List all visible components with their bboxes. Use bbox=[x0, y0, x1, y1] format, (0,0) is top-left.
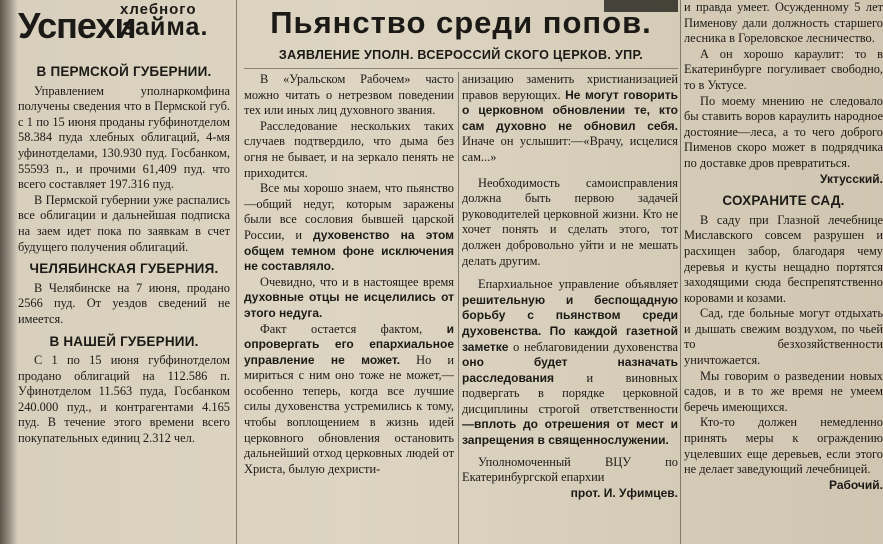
paragraph bbox=[244, 275, 454, 322]
paragraph: Мы говорим о разведении новых садов, и в то же время не умеем беречь имеющихся. bbox=[684, 368, 883, 414]
loan-headline-small1: хлебного bbox=[120, 1, 197, 18]
column-article-part2 bbox=[462, 72, 678, 501]
column-loan-news bbox=[18, 0, 230, 447]
section-title-save-garden: СОХРАНИТЕ САД. bbox=[722, 193, 845, 209]
text-run: и виновных подвергать в порядке церковной дисциплины строгой ответственности bbox=[462, 370, 678, 416]
paragraph: Уполномоченный ВЦУ по Екатеринбургской епархии bbox=[462, 454, 678, 485]
section-title-our-province: В НАШЕЙ ГУБЕРНИИ. bbox=[49, 333, 199, 349]
bold-run: духовенство на этом общем темном фоне исключения не составляло. bbox=[244, 227, 454, 274]
bold-run: —вплоть до отрешения от мест и запрещения в священнослужении. bbox=[462, 417, 678, 448]
column-article-part1 bbox=[244, 72, 454, 477]
bold-run: решительную и беспощадную борьбу с пьянством среди духовенства. По каждой газетной заметке bbox=[462, 292, 678, 354]
paragraph bbox=[462, 72, 678, 166]
article-signature: прот. И. Уфимцев. bbox=[570, 485, 678, 500]
loan-headline-big: Успехи bbox=[18, 5, 136, 46]
column-letters bbox=[684, 0, 883, 493]
paragraph: В саду при Глазной лечебнице Миславского совсем разрушен и расхищен забор, благодаря чему деревья и кусты нещадно портятся заходящими сюда беспрепятственно коровами и козами. bbox=[684, 212, 883, 305]
text-run: о неблаговидении духовенства bbox=[508, 339, 678, 354]
text-run: Очевидно, что и в настоящее время bbox=[260, 274, 454, 289]
bold-run: духовные отцы не исцелились от этого недуга. bbox=[244, 290, 454, 320]
column-rule bbox=[236, 0, 237, 544]
bold-run: и опровергать его епархиальное управление не может. bbox=[244, 321, 454, 367]
text-run: Но и мириться с ним оно тоже не может,—особенно теперь, когда все лучшие силы духовенства устремились к тому, чтобы воплощением в жизнь идей церковного обновления остановить дальнейший отход церковных людей от Христа, былую дехристи- bbox=[244, 352, 454, 476]
paragraph: А он хорошо караулит: то в Екатеринбурге погуливает свободно, то в Уктусе. bbox=[684, 46, 883, 92]
text-run: анизацию заменить христианизацией правов верующих. bbox=[462, 72, 678, 102]
paragraph: В «Уральском Рабочем» часто можно читать о нетрезвом поведении тех или иных лиц духовного звания. bbox=[244, 72, 454, 118]
loan-headline bbox=[18, 0, 230, 58]
paragraph: Управлением уполнаркомфина получены сведения что в Пермской губ. с 1 по 15 июня проданы губфинотделом 58.384 пуда хлебных облигаций, 4-мя уфинотделами, 130.930 пуд. Госбанком, 55593 п., и прочими 61,409 пуд. что всего составляет 197.316 пуд. bbox=[18, 83, 230, 192]
paragraph: Сад, где больные могут отдыхать и дышать свежим воздухом, по чьей то безхозяйственности уничтожается. bbox=[684, 306, 883, 368]
letter-signature: Уктусский. bbox=[819, 171, 883, 186]
section-title-chelyabinsk: ЧЕЛЯБИНСКАЯ ГУБЕРНИЯ. bbox=[29, 261, 219, 277]
paragraph: Кто-то должен немедленно принять меры к ограждению уцелевших еще деревьев, если этого не делает заведующий лечебницей. bbox=[684, 415, 883, 477]
article-title: Пьянство среди попов. bbox=[270, 5, 652, 40]
paragraph: В Пермской губернии уже распались все облигации и дальнейшая подписка на заем идет пока по заявкам в счет будущего получения облигаций. bbox=[18, 192, 230, 254]
header-rule bbox=[244, 68, 678, 69]
letter-signature: Рабочий. bbox=[828, 477, 883, 492]
text-run: Епархиальное управление объявляет bbox=[478, 277, 678, 292]
text-run: Иначе он услышит:—«Врачу, исцелися сам...» bbox=[462, 134, 678, 164]
column-rule bbox=[680, 0, 681, 544]
text-run: Все мы хорошо знаем, что пьянство—общий недуг, которым заражены были все сословия бывшей царской России, и bbox=[244, 181, 454, 242]
paragraph bbox=[462, 277, 678, 449]
loan-headline-small2: займа. bbox=[122, 13, 209, 41]
text-run: Факт остается фактом, bbox=[260, 321, 447, 336]
bold-run: Не могут говорить о церковном обновлении те, кто сам духовно не обновил себя. bbox=[462, 87, 678, 133]
bold-run: оно будет назначать расследования bbox=[462, 355, 678, 385]
article-subtitle: ЗАЯВЛЕНИЕ УПОЛН. ВСЕРОССИЙ СКОГО ЦЕРКОВ. УПР. bbox=[278, 48, 644, 62]
paragraph: По моему мнению не следовало бы ставить воров караулить народное достояние—леса, а то чего доброго Пименов скоро может в подрядчика по доставке дров превратиться. bbox=[684, 93, 883, 170]
paragraph: Необходимость самоисправления должна быть первою задачей руководителей церковной жизни. Кто не хочет понять и сделать этого, тот должен добровольно уйти и не мешать делать другим. bbox=[462, 175, 678, 268]
paragraph bbox=[244, 181, 454, 275]
column-rule bbox=[458, 72, 459, 544]
paragraph: В Челябинске на 7 июня, продано 2566 пуд. От уездов сведений не имеется. bbox=[18, 280, 230, 326]
paragraph: С 1 по 15 июня губфинотделом продано облигаций на 112.586 п. Уфинотделом 11.563 пуда, Госбанком 240.000 пуд., и контрагентами 4.165 пуд. В течение этого времени всего покупательных единиц 2.312 чел. bbox=[18, 353, 230, 446]
paragraph bbox=[244, 322, 454, 478]
paragraph: и правда умеет. Осужденному 5 лет Пименову дали должность старшего лесника в Гореловское лесничество. bbox=[684, 0, 883, 46]
section-title-perm: В ПЕРМСКОЙ ГУБЕРНИИ. bbox=[36, 64, 212, 79]
paragraph: Расследование нескольких таких случаев подтвердило, что дыма без огня не бывает, и на зеркало пенять не приходится. bbox=[244, 118, 454, 180]
